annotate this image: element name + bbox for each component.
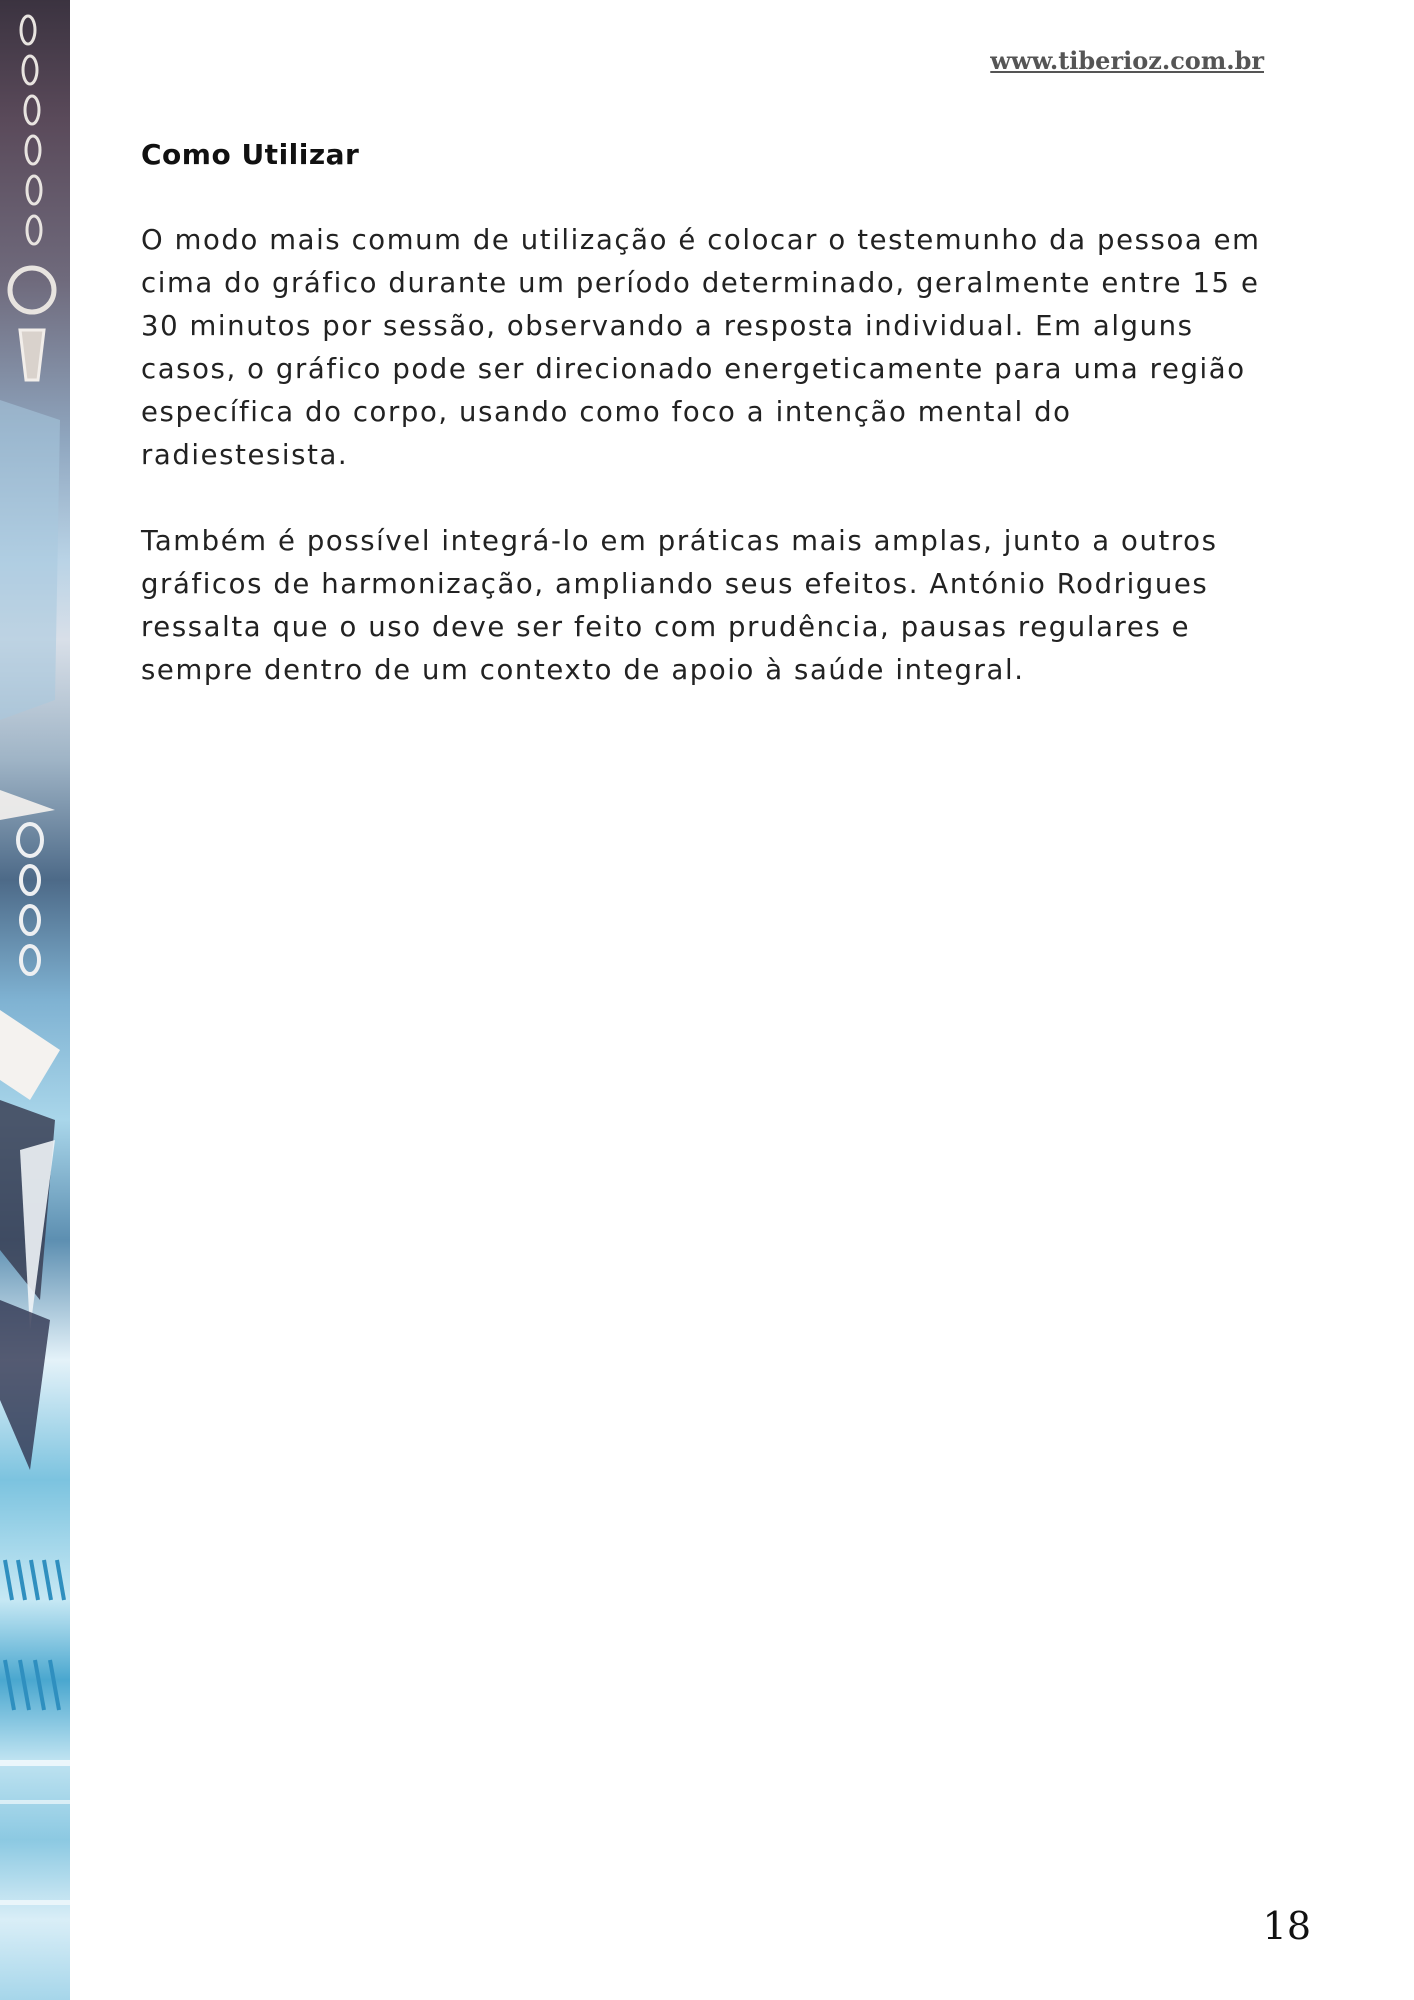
page-number: 18 <box>1262 1904 1311 1948</box>
pendulum-illustration <box>0 0 70 2000</box>
header-website-url: www.tiberioz.com.br <box>990 46 1264 75</box>
main-content <box>141 138 1281 735</box>
paragraph-integration: Também é possível integrá-lo em práticas mais amplas, junto a outros gráficos de harmonização, ampliando seus efeitos. António Rodrigues ressalta que o uso deve ser feito com prudência, pausas regulares e sempre dentro de um contexto de apoio à saúde integral. <box>141 525 1218 686</box>
paragraph-usage: O modo mais comum de utilização é colocar o testemunho da pessoa em cima do gráfico durante um período determinado, geralmente entre 15 e 30 minutos por sessão, observando a resposta individual. Em alguns casos, o gráfico pode ser direcionado energeticamente para uma região específica do corpo, usando como foco a intenção mental do radiestesista. <box>141 224 1261 471</box>
section-title: Como Utilizar <box>141 138 360 171</box>
pendulum-illustration-strip <box>0 0 70 2000</box>
